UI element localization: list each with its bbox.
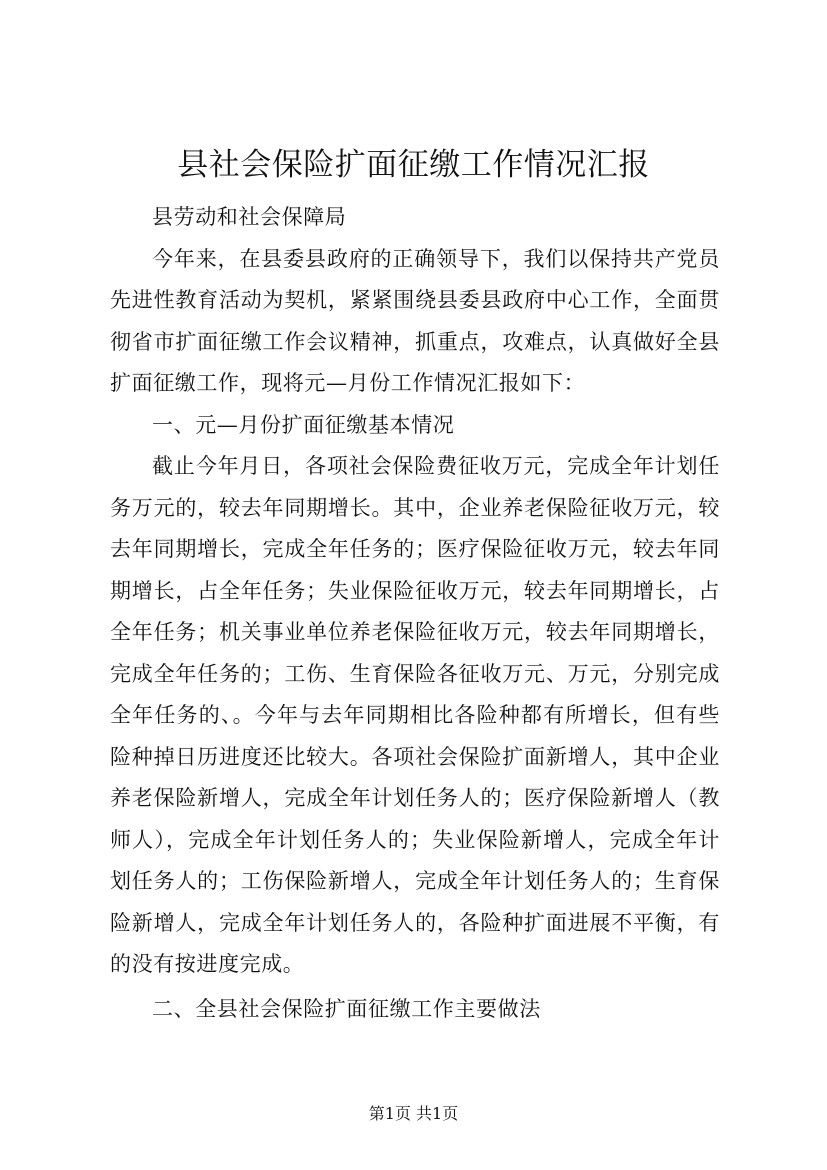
page-footer: 第1页 共1页 [368,1104,459,1123]
author-line: 县劳动和社会保障局 [152,205,347,229]
intro-paragraph: 今年来，在县委县政府的正确领导下，我们以保持共产党员先进性教育活动为契机，紧紧围绕县委县政府中心工作，全面贯彻省市扩面征缴工作会议精神，抓重点，攻难点，认真做好全县扩面征缴工作，现将元—月份工作情况汇报如下： [110,246,720,395]
document-title: 县社会保险扩面征缴工作情况汇报 [177,147,650,183]
section-heading-2: 二、全县社会保险扩面征缴工作主要做法 [152,996,541,1021]
document-body [110,197,720,1030]
body-paragraph: 截止今年月日，各项社会保险费征收万元，完成全年计划任务万元的，较去年同期增长。其中，企业养老保险征收万元，较去年同期增长，完成全年任务的；医疗保险征收万元，较去年同期增长，占全年任务；失业保险征收万元，较去年同期增长，占全年任务；机关事业单位养老保险征收万元，较去年同期增长，完成全年任务的；工伤、生育保险各征收万元、万元，分别完成全年任务的、。今年与去年同期相比各险种都有所增长，但有些险种掉日历进度还比较大。各项社会保险扩面新增人，其中企业养老保险新增人，完成全年计划任务人的；医疗保险新增人（教师人），完成全年计划任务人的；失业保险新增人，完成全年计划任务人的；工伤保险新增人，完成全年计划任务人的；生育保险新增人，完成全年计划任务人的，各险种扩面进展不平衡，有的没有按进度完成。 [110,454,720,976]
section-heading-1: 一、元—月份扩面征缴基本情况 [152,412,455,437]
